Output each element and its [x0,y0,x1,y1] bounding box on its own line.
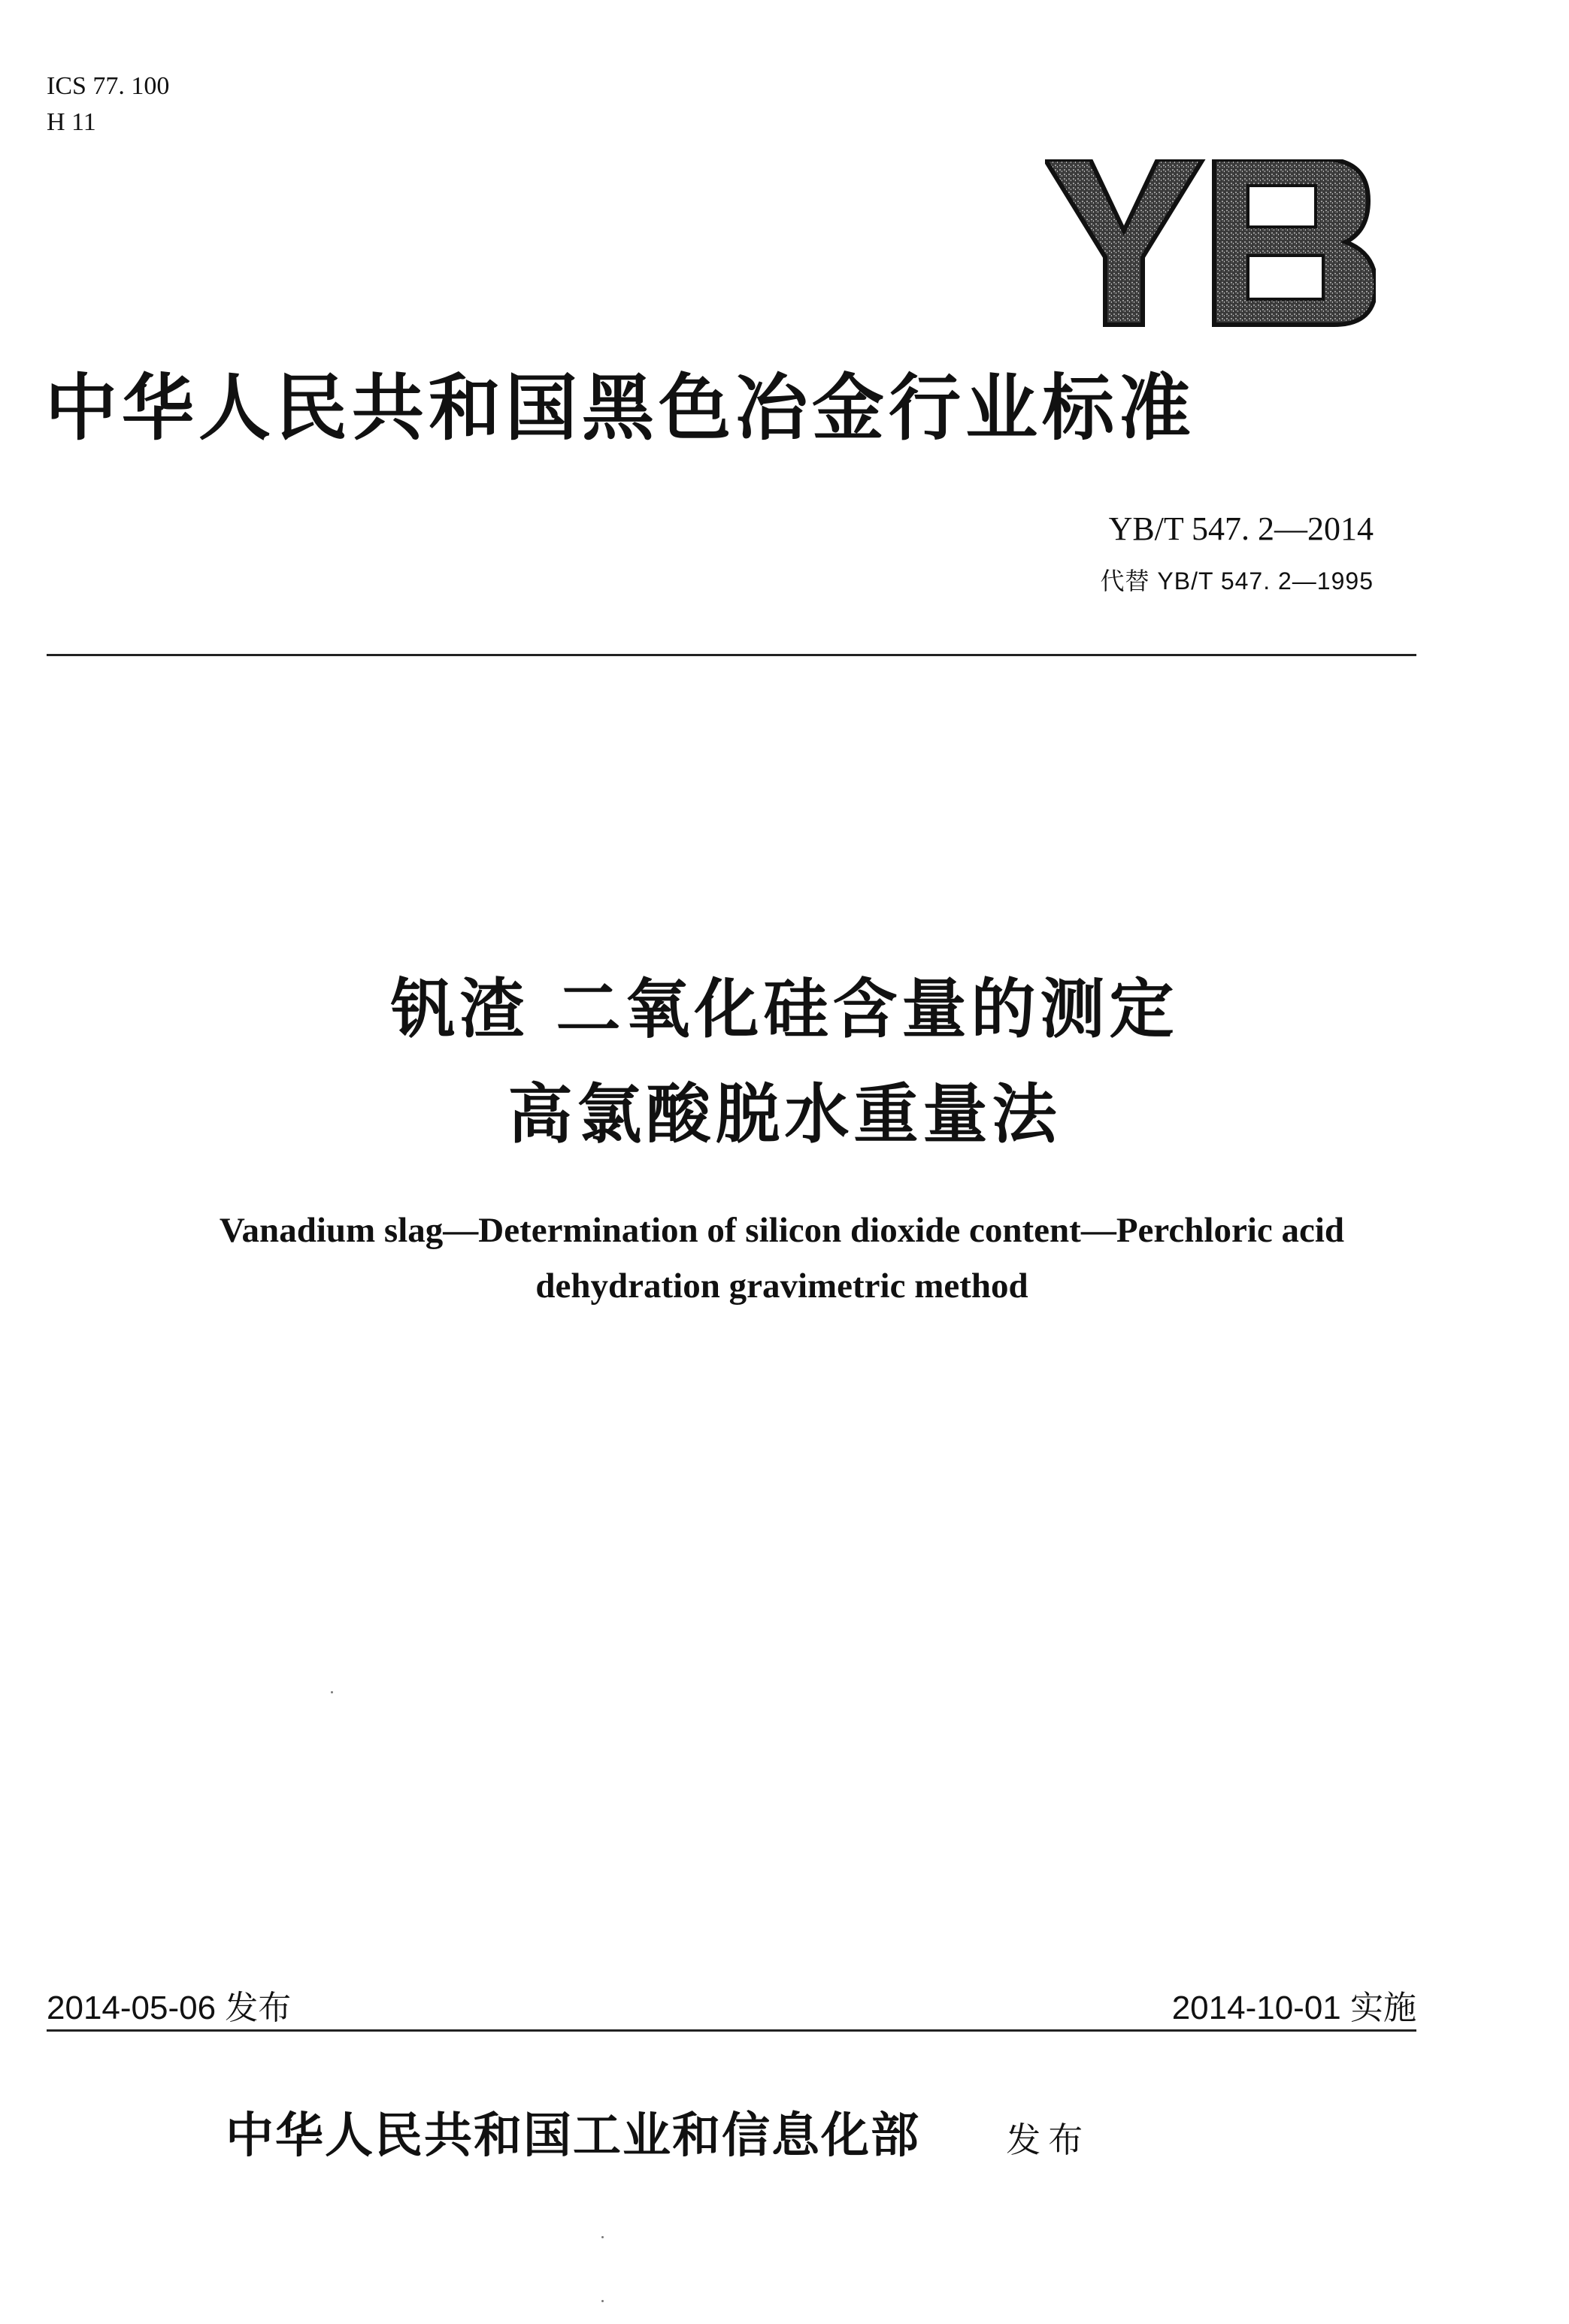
ics-code: ICS 77. 100 [47,72,170,100]
top-divider [47,654,1416,656]
standard-category-title: 中华人民共和国黑色冶金行业标准 [45,365,1195,450]
english-title-line-2: dehydration gravimetric method [535,1266,1028,1306]
scan-speck [331,1691,333,1693]
yb-logo [1045,159,1376,332]
chinese-title-line-1: 钒渣 二氧化硅含量的测定 [390,972,1179,1047]
bottom-divider [47,2029,1416,2032]
dates-row [47,1981,1416,2026]
classification-codes [47,74,169,146]
publisher-line [226,2097,1353,2166]
issue-date: 2014-05-06 发布 [47,1990,292,2026]
english-title-line-1: Vanadium slag—Determination of silicon dioxide content—Perchloric acid [219,1211,1345,1250]
effective-date: 2014-10-01 实施 [1171,1990,1416,2026]
english-title [75,1203,1489,1314]
standard-number: YB/T 547. 2—2014 [1108,510,1374,547]
replaces-standard: 代替 YB/T 547. 2—1995 [1100,567,1374,595]
publisher-name: 中华人民共和国工业和信息化部 [226,2108,920,2164]
chinese-title-line-2: 高氯酸脱水重量法 [507,1077,1062,1152]
scan-speck [601,2300,604,2302]
ccs-code: H 11 [47,108,96,136]
publisher-issue-word: 发布 [1006,2120,1091,2160]
scan-speck [601,2236,604,2238]
